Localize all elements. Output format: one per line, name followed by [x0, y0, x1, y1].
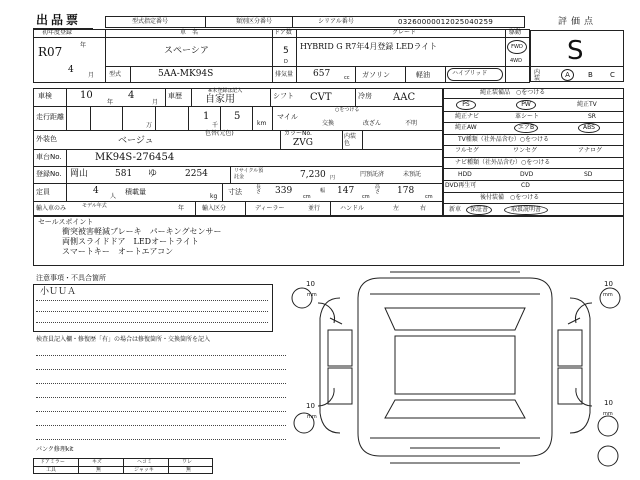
type-designation-label: 型式指定番号	[132, 18, 169, 25]
height-label: 高さ	[375, 184, 381, 195]
after-manual: 取扱説明書	[504, 205, 548, 215]
interior-color-label: 内装色	[344, 133, 357, 147]
car-name: スペーシア	[164, 46, 209, 56]
inspection-month-unit: 月	[152, 99, 159, 106]
front-right-tire	[600, 288, 620, 308]
notes-title: 注意事項・不具合箇所	[36, 274, 106, 282]
inspector-note-label: 検査員記入欄・修復歴「有」の場合は修復箇所・交換箇所を記入	[36, 336, 211, 343]
sales-point-line-1: 衝突被害軽減ブレーキ パーキングセンサー	[62, 227, 222, 236]
chassis-number: MK94S-276454	[95, 152, 175, 163]
model-label: 型式	[109, 71, 122, 78]
capacity-value: 4	[93, 186, 99, 196]
tire-rear-right-depth: 10	[604, 399, 613, 407]
class-number-label: 類別区分番号	[236, 18, 273, 25]
plate-number: 2254	[185, 169, 208, 179]
recycle-unpaid: 未預託	[403, 171, 422, 178]
after-warranty: 保証書	[466, 205, 492, 215]
grade-value: HYBRID G R7年4月登録 LEDライト	[300, 42, 438, 51]
recycle-amount: 7,230	[300, 170, 326, 180]
height-unit: cm	[425, 194, 433, 200]
plate-kana: ゆ	[148, 169, 158, 179]
legend-label-4: ワレ	[182, 459, 193, 465]
mileage-unit: km	[257, 120, 267, 127]
navi-dvd: DVD	[520, 171, 534, 178]
shift-value: CVT	[310, 92, 332, 103]
meter-label: マイル	[277, 113, 298, 121]
roof-panel	[395, 336, 515, 394]
rear-window	[385, 400, 525, 418]
meter-option-tampered: 改ざん	[363, 120, 382, 127]
tv-oneseg: ワンセグ	[513, 147, 538, 154]
recycle-label: リサイクル預託金	[234, 168, 264, 180]
model-value: 5AA-MK94S	[158, 69, 214, 79]
import-parallel: 並行	[308, 205, 321, 212]
sales-point-line-3: スマートキー オートエアコン	[62, 247, 174, 256]
equipment-aw: 純正AW	[455, 124, 477, 131]
tire-rear-right-unit: mm	[603, 411, 613, 417]
width-unit: cm	[362, 194, 370, 200]
car-damage-diagram	[290, 268, 630, 478]
equipment-ps: PS	[456, 100, 476, 110]
first-registration-era: R07	[38, 45, 63, 59]
car-name-label: 車 名	[180, 29, 199, 36]
tire-front-right-unit: mm	[603, 292, 613, 298]
handle-right: 右	[420, 205, 427, 212]
capacity-unit: 人	[110, 193, 117, 200]
tv-fullseg: フルセグ	[455, 147, 479, 154]
sales-point-line-2: 両側スライドドア LEDオートライト	[62, 237, 199, 246]
legend-label-2: キズ	[92, 459, 102, 465]
usage-value: 自家用	[205, 94, 235, 105]
plate-label: 登録No.	[36, 170, 62, 178]
length-label: 長さ	[256, 184, 262, 195]
color-no-value: ZVG	[293, 138, 313, 148]
tire-front-left-depth: 10	[306, 280, 315, 288]
interior-rating-c: C	[610, 71, 615, 79]
length-unit: cm	[303, 194, 311, 200]
import-dealer: ディーラー	[255, 205, 285, 212]
tire-rear-left-unit: mm	[307, 414, 317, 420]
legend-label-1: ドアミラー	[40, 459, 65, 465]
tire-front-left-unit: mm	[307, 292, 317, 298]
tv-analog: アナログ	[578, 147, 603, 154]
legend-value-4: 無	[186, 467, 192, 473]
mileage-digit-5: 5	[234, 111, 241, 122]
legend-value-1: 工具	[46, 467, 57, 473]
navi-dvd-play: DVD再生可	[445, 182, 477, 189]
inspection-label: 車検	[38, 92, 52, 100]
first-reg-year-unit: 年	[80, 42, 87, 49]
displacement-unit: cc	[344, 75, 350, 81]
load-unit: kg	[210, 193, 218, 200]
serial-label: シリアル番号	[318, 18, 354, 25]
left-mirror	[330, 318, 342, 324]
color-no-label: カラーNo.	[284, 130, 312, 137]
navi-sd: SD	[584, 171, 593, 178]
height-value: 178	[397, 186, 415, 196]
equipment-tv: 純正TV	[577, 101, 597, 108]
color-change-label: 色替(元色)	[205, 130, 234, 137]
first-registration-label: 初年度登録	[42, 29, 73, 36]
handle-left: 左	[393, 205, 400, 212]
after-shinsha: 新車	[449, 206, 462, 213]
front-windshield	[385, 308, 525, 330]
import-class-label: 輸入区分	[202, 205, 227, 212]
equipment-title: 純正装備品 ○をつける	[480, 89, 546, 96]
inspection-year: 10	[80, 90, 93, 101]
plate-region: 岡山	[70, 169, 89, 179]
equipment-abs: ABS	[578, 123, 600, 133]
ac-label: 冷房	[358, 92, 372, 100]
navi-cd: CD	[521, 182, 530, 189]
chassis-label: 車台No.	[36, 153, 62, 161]
meter-option-unknown: 不明	[405, 120, 418, 127]
mileage-man-unit: 万	[146, 122, 153, 129]
first-registration-month: 4	[68, 65, 74, 75]
repair-kit-label: パンク修理kit	[36, 446, 74, 453]
model-year-label: モデル年式	[82, 203, 107, 209]
interior-rating-b: B	[588, 71, 593, 79]
tire-front-right-depth: 10	[604, 280, 613, 288]
displacement-value: 657	[313, 69, 331, 79]
inspection-month: 4	[128, 90, 135, 101]
color-label: 外装色	[36, 135, 57, 143]
serial-number: 03260000012025040259	[398, 18, 494, 26]
import-only-label: 輸入車のみ	[36, 205, 67, 212]
rear-right-tire	[598, 416, 618, 436]
model-year-unit: 年	[178, 205, 185, 212]
inspection-year-unit: 年	[107, 99, 114, 106]
equipment-sr: SR	[588, 113, 596, 120]
doors-label: ドア数	[274, 29, 292, 36]
notes-handwritten: 小ＵＵＡ	[40, 287, 77, 297]
first-reg-month-unit: 月	[88, 72, 95, 79]
shift-label: シフト	[273, 92, 294, 100]
fuel-diesel: 軽油	[416, 71, 430, 79]
usage-label: 車歴	[168, 92, 182, 100]
meter-option-exchange: 交換	[322, 120, 335, 127]
right-mirror	[568, 318, 580, 324]
tire-rear-left-depth: 10	[306, 402, 315, 410]
equipment-pw: PW	[516, 100, 536, 110]
equipment-navi: 純正ナビ	[455, 113, 480, 120]
meter-note: ○をつける	[335, 107, 360, 113]
ac-value: AAC	[393, 92, 416, 103]
after-equipment-title: 後付装備 ○をつける	[480, 194, 540, 201]
displacement-label: 排気量	[275, 71, 294, 78]
rear-left-tire	[294, 413, 314, 433]
doors-sub: D	[284, 59, 288, 65]
grade-label: グレード	[392, 29, 417, 36]
usage-note: ※未登録は記入	[208, 88, 243, 94]
navi-hdd: HDD	[458, 171, 472, 178]
tv-type-title: TV種類（社外品含む）○をつける	[458, 136, 550, 143]
interior-rating-label: 内装	[534, 69, 541, 82]
plate-class: 581	[115, 169, 133, 179]
handle-label: ハンドル	[340, 205, 365, 212]
drive-fwd: FWD	[507, 40, 527, 54]
sales-point-label: セールスポイント	[38, 218, 94, 226]
page-title: 出品票	[36, 13, 82, 27]
length-value: 339	[275, 186, 293, 196]
front-left-tire	[292, 288, 312, 308]
legend-value-3: ジャッキ	[134, 467, 154, 473]
navi-type-title: ナビ種類（社外品含む）○をつける	[455, 159, 551, 166]
drive-4wd: 4WD	[510, 58, 522, 64]
left-front-door	[328, 330, 352, 366]
rating-score: S	[567, 36, 584, 66]
color-value: ベージュ	[118, 136, 154, 146]
recycle-yen: 円	[330, 175, 336, 181]
equipment-airbag: エアB	[514, 123, 538, 133]
mileage-sen-unit: 千	[212, 122, 219, 129]
legend-value-2: 無	[96, 467, 102, 473]
width-value: 147	[337, 186, 355, 196]
legend-label-3: ヘコミ	[137, 459, 153, 465]
rating-label: 評価点	[558, 17, 598, 27]
mileage-label: 走行距離	[36, 113, 64, 121]
fuel-hybrid: ハイブリッド	[452, 70, 488, 77]
equipment-leather: 革シート	[515, 113, 540, 120]
right-front-door	[558, 330, 582, 366]
interior-rating-a: A	[561, 69, 574, 81]
doors-value: 5	[283, 46, 289, 56]
body-top	[358, 278, 552, 456]
size-label: 寸法	[228, 188, 242, 196]
capacity-label: 定員	[36, 188, 50, 196]
spare-tire	[598, 446, 618, 466]
width-label: 幅	[320, 188, 326, 194]
recycle-paid: 円預託済	[360, 171, 385, 178]
load-label: 積載量	[125, 188, 146, 196]
fuel-gasoline: ガソリン	[362, 71, 390, 79]
drive-label: 駆動	[509, 29, 522, 36]
mileage-digit-4: 1	[203, 111, 210, 122]
